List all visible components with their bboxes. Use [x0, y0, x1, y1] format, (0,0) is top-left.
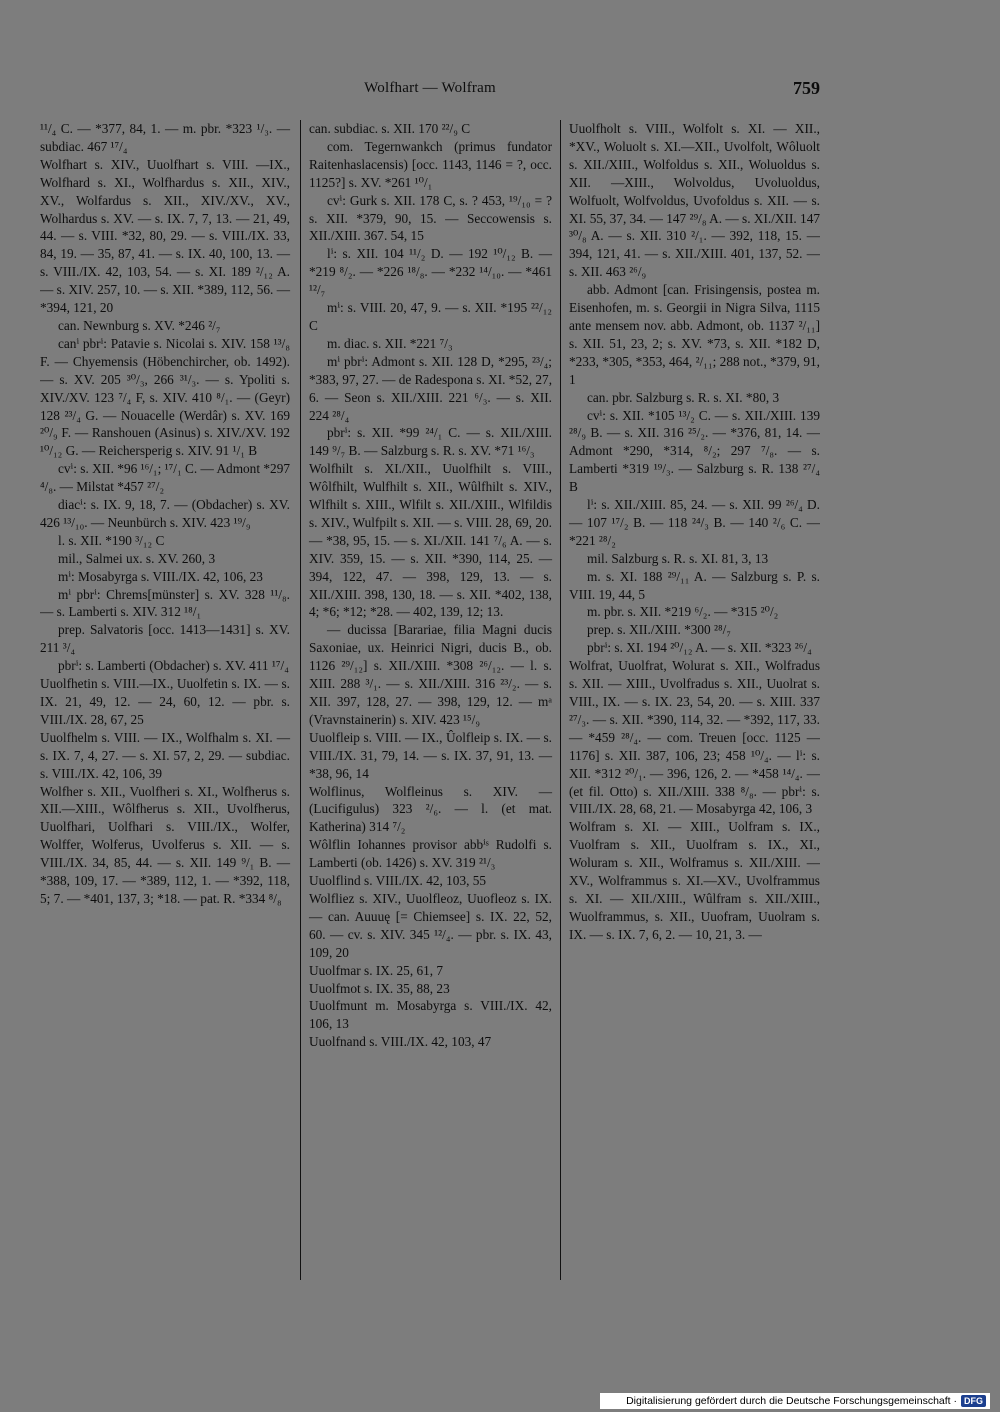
- index-subentry: mⁱ pbrⁱ: Chrems[münster] s. XV. 328 ¹¹/₈. — s. Lamberti s. XIV. 312 ¹⁸/₁: [40, 586, 290, 620]
- column-middle: [300, 120, 560, 1280]
- footer-credit: Digitalisierung gefördert durch die Deutsche Forschungsgemeinschaft ·: [626, 1395, 957, 1407]
- index-subentry: com. Tegernwankch (primus fundator Raitenhaslacensis) [occ. 1143, 1146 = ?, occ. 1125?] s. XV. *261 ¹⁰/₁: [309, 138, 552, 190]
- index-entry: Uuolfnand s. VIII./IX. 42, 103, 47: [309, 1034, 492, 1050]
- index-entry: Wolfher s. XII., Vuolfheri s. XI., Wolfherus s. XII.—XIII., Wôlfherus s. XII., Uvolfherus, Uuolfhari, Uolfhari s. VIII./IX., Wolfer, Wolffer, Wolferus, Uvolferus s. XII. — s. VIII./IX. 34, 85, 44. — s. XII. 149 ⁹/₁ B. — *388, 109, 17. — *389, 112, 1. — *392, 118, 5; 7. — *401, 137, 3; *18. — pat. R. *334 ⁸/₈: [40, 783, 290, 906]
- index-subentry: m. s. XI. 188 ²⁹/₁₁ A. — Salzburg s. P. s. VIII. 19, 44, 5: [569, 568, 820, 602]
- index-entry: Uuolfholt s. VIII., Wolfolt s. XI. — XII., *XV., Woluolt s. XI.—XII., Uvolfolt, Wôluolt s. XII./XIII., Wolfoldus s. XII., Woluoldus s. XII. —XIII., Wolvoldus, Uvoluoldus, Wolfuolt, Wolfvoldus, Uvofoldus s. XII. — s. XI. 55, 37, 34. — 147 ²⁹/₈ A. — s. XI./XII. 147 ³⁰/₈ A. — s. XII. 310 ²/₁. — 392, 118, 15. — 394, 121, 41. — s. XII./XIII. 401, 137, 52. — s. XII. 463 ²⁶/₉: [569, 121, 820, 280]
- index-subentry: lⁱ: s. XII./XIII. 85, 24. — s. XII. 99 ²⁶/₄ D. — 107 ¹⁷/₂ B. — 118 ²⁴/₃ B. — 140 ²/₆ C. — *221 ²⁸/₂: [569, 497, 820, 548]
- index-entry: Uuolflind s. VIII./IX. 42, 103, 55: [309, 873, 487, 889]
- index-subentry: canⁱ pbrⁱ: Patavie s. Nicolai s. XIV. 158 ¹³/₈ F. — Chyemensis (Höbenchircher, ob. 1492). — s. XV. 205 ³⁰/₃, 266 ³¹/₃. — s. Ypoliti s. XIV./XV. 123 ⁷/₄ F, s. XIV. 410 ⁸/₁. — (Geyr) 128 ²³/₄ G. — Nouacelle (Werdâr) s. XV. 169 ²⁰/₉ F. — Ranshouen (Asinus) s. XIV./XV. 192 ¹⁰/₁₂ G. — Reichersperig s. XIV. 91 ¹/₁ B: [40, 335, 290, 459]
- index-subentry: abb. Admont [can. Frisingensis, postea m. Eisenhofen, m. s. Georgii in Nigra Silva, 1115 ante mensem nov. abb. Admont, ob. 1137 ²/₁₁] s. XII. 51, 23, 2; s. XV. *73, s. XII. *182 D, *233, *305, *353, 464, ²/₁₁; 288 not., *379, 91, 1: [569, 282, 820, 387]
- index-subentry: diacⁱ: s. IX. 9, 18, 7. — (Obdacher) s. XV. 426 ¹³/₁₀. — Neunbürch s. XIV. 423 ¹⁹/₉: [40, 497, 290, 530]
- index-subentry: mⁱ pbrⁱ: Admont s. XII. 128 D, *295, ²³/₄; *383, 97, 27. — de Radespona s. XI. *52, 27, 6. — Seon s. XII./XIII. 221 ⁶/₃. — s. XII. 224 ²⁸/₄: [309, 353, 553, 423]
- index-entry: Wolfhilt s. XI./XII., Uuolfhilt s. VIII., Wôlfhilt, Wulfhilt s. XII., Wûlfhilt s. XIV., Wlfhilt s. XIII., Wlfilt s. XII./XIII., Wlfildis s. XIV., Wulfpilt s. XII. — s. VIII. 28, 69, 20. — *38, 95, 15. — s. XI./XII. 141 ⁷/₆ A. — s. XIV. 359, 15. — s. XII. *390, 114, 25. — 394, 122, 47. — 398, 129, 13. — s. XII./XIII. 398, 130, 18. — s. XII. *402, 138, 4; *6; *12; *28. — 402, 139, 12; 13.: [309, 461, 552, 620]
- index-subentry: pbrⁱ: s. XII. *99 ²⁴/₁ C. — s. XII./XIII. 149 ⁹/₇ B. — Salzburg s. R. s. XV. *71 ¹⁶/₃: [309, 425, 552, 459]
- index-entry: Wolfliez s. XIV., Uuolfleoz, Uuofleoz s. IX. — can. Auuuę [= Chiemsee] s. IX. 22, 52, 60. — cv. s. XIV. 345 ¹²/₄. — pbr. s. IX. 43, 109, 20: [309, 890, 552, 960]
- index-subentry: mⁱ: s. VIII. 20, 47, 9. — s. XII. *195 ²²/₁₂ C: [309, 300, 552, 333]
- index-entry: Uuolfmot s. IX. 35, 88, 23: [309, 980, 450, 996]
- index-subentry: can. subdiac. s. XII. 170 ²²/₉ C: [309, 121, 471, 136]
- index-subentry: prep. s. XII./XIII. *300 ²⁸/₇: [587, 622, 731, 638]
- index-subentry: lⁱ: s. XII. 104 ¹¹/₂ D. — 192 ¹⁰/₁₂ B. — *219 ⁸/₂. — *226 ¹⁸/₈. — *232 ¹⁴/₁₀. — *461 ¹²/₇: [309, 246, 552, 298]
- index-subentry: pbrⁱ: s. XI. 194 ²⁰/₁₂ A. — s. XII. *323 ²⁶/₄: [587, 640, 812, 656]
- page-number: 759: [793, 78, 820, 98]
- index-subentry: can. pbr. Salzburg s. R. s. XI. *80, 3: [587, 389, 780, 405]
- index-entry: Wôlflin Iohannes provisor abbⁱˢ Rudolfi s. Lamberti (ob. 1426) s. XV. 319 ²¹/₃: [309, 837, 552, 871]
- index-entry: Wolfrat, Uuolfrat, Wolurat s. XII., Wolfradus s. XII. — XIII., Uvolfradus s. XII., Uuolrat s. VIII., IX. — s. IX. 23, 54, 20. — s. XIII. 337 ²⁷/₃. — s. XII. *390, 114, 32. — *392, 117, 33. — *459 ²⁸/₄. — com. Treuen [occ. 1125 — 1176] s. XII. 387, 106, 23; 458 ¹⁰/₄. — lⁱ: s. XII. *312 ²⁰/₁. — 396, 126, 2. — *458 ¹⁴/₄. — (et fil. Otto) s. XII./XIII. 338 ⁸/₈. — pbrⁱ: s. VIII./IX. 28, 68, 21. — Mosabyrga 42, 106, 3: [569, 658, 820, 817]
- index-subentry: mil. Salzburg s. R. s. XI. 81, 3, 13: [587, 550, 769, 566]
- index-entry: Wolfhart s. XIV., Uuolfhart s. VIII. —IX., Wolfhard s. XI., Wolfhardus s. XII., XIV., XV., Wolfardus s. XII., XIV./XV., XV., Wolhardus s. XV. — s. IX. 7, 7, 13. — 21, 49, 44. — s. VIII. *32, 80, 29. — s. VIII./IX. 33, 84, 19. — 35, 87, 41. — s. IX. 40, 100, 13. — s. VIII./IX. 42, 103, 54. — s. XI. 189 ²/₁₂ A. — s. XIV. 257, 10. — s. XII. *389, 112, 56. — *394, 121, 20: [40, 156, 290, 316]
- column-left: [40, 120, 300, 1280]
- index-entry: Uuolfmunt m. Mosabyrga s. VIII./IX. 42, 106, 13: [309, 998, 552, 1032]
- index-subentry: prep. Salvatoris [occ. 1413—1431] s. XV. 211 ³/₄: [40, 622, 290, 656]
- index-subentry: pbrⁱ: s. Lamberti (Obdacher) s. XV. 411 ¹⁷/₄: [58, 658, 289, 674]
- index-subentry: m. diac. s. XII. *221 ⁷/₃: [327, 335, 453, 351]
- index-subentry: — ducissa [Barariae, filia Magni ducis Saxoniae, ux. Heinrici Nigri, ducis B., ob. 1126 ²⁹/₁₂] s. XII./XIII. *308 ²⁶/₁₂. — l. s. XIII. 288 ³/₁. — s. XII./XIII. 316 ²³/₂. — s. XII. 397, 128, 27. — 398, 129, 12. — mᵃ (Vravnstainerin) s. XIV. 423 ¹⁵/₉: [309, 622, 552, 727]
- index-entry: Wolflinus, Wolfleinus s. XIV. — (Lucifigulus) 323 ²/₆. — l. (et mat. Katherina) 314 ⁷/₂: [309, 783, 552, 835]
- dfg-logo: DFG: [961, 1395, 986, 1407]
- index-subentry: m. pbr. s. XII. *219 ⁶/₂. — *315 ²⁰/₂: [587, 604, 779, 620]
- running-head: Wolfhart — Wolfram: [364, 80, 496, 96]
- index-entry: Uuolfhetin s. VIII.—IX., Uuolfetin s. IX. — s. IX. 21, 49, 12. — 24, 60, 12. — pbr. s. VIII./IX. 28, 67, 25: [40, 676, 290, 727]
- index-subentry: cvⁱ: s. XII. *96 ¹⁶/₁; ¹⁷/₁ C. — Admont *297 ⁴/₈. — Milstat *457 ²⁷/₂: [40, 461, 290, 495]
- funding-footer: [600, 1393, 990, 1409]
- index-subentry: cvⁱ: s. XII. *105 ¹³/₂ C. — s. XII./XIII. 139 ²⁸/₉ B. — s. XII. 316 ²⁵/₂. — *376, 81, 14. — Admont *290, *314, ⁸/₂; 297 ⁷/₈. — s. Lamberti *319 ¹⁹/₃. — Salzburg s. R. 138 ²⁷/₄ B: [569, 407, 820, 495]
- page-header: [40, 78, 820, 104]
- index-entry: Uuolfhelm s. VIII. — IX., Wolfhalm s. XI. — s. IX. 7, 4, 27. — s. XI. 57, 2, 29. — subdiac. s. VIII./IX. 42, 106, 39: [40, 729, 290, 781]
- index-subentry: mil., Salmei ux. s. XV. 260, 3: [58, 550, 216, 566]
- index-subentry: cvⁱ: Gurk s. XII. 178 C, s. ? 453, ¹⁹/₁₀ = ? s. XII. *379, 90, 15. — Seccowensis s. XII./XIII. 367. 54, 15: [309, 192, 552, 244]
- column-right: [560, 120, 820, 1280]
- index-subentry: ¹¹/₄ C. — *377, 84, 1. — m. pbr. *323 ¹/₃. — subdiac. 467 ¹⁷/₄: [40, 121, 290, 154]
- index-subentry: l. s. XII. *190 ³/₁₂ C: [58, 532, 165, 548]
- index-subentry: mⁱ: Mosabyrga s. VIII./IX. 42, 106, 23: [58, 568, 263, 584]
- index-entry: Wolfram s. XI. — XIII., Uolfram s. IX., Vuolfram s. XII., Uuolfram s. IX., XI., Woluram s. XII., Wolframus s. XII./XIII. — XV., Wolframmus s. XI.—XV., Uvolframmus s. XI. — XII./XIII., Wûlfram s. XII./XIII., Wuolframmus, s. XII., Uuofram, Uuolram s. IX. — s. IX. 7, 6, 2. — 10, 21, 3. —: [569, 819, 820, 942]
- index-entry: Uuolfmar s. IX. 25, 61, 7: [309, 962, 444, 978]
- index-subentry: can. Newnburg s. XV. *246 ²/₇: [58, 317, 221, 333]
- text-columns: [40, 120, 822, 1280]
- index-entry: Uuolfleip s. VIII. — IX., Ûolfleip s. IX. — s. VIII./IX. 31, 79, 14. — s. IX. 37, 91, 13. — *38, 96, 14: [309, 729, 552, 781]
